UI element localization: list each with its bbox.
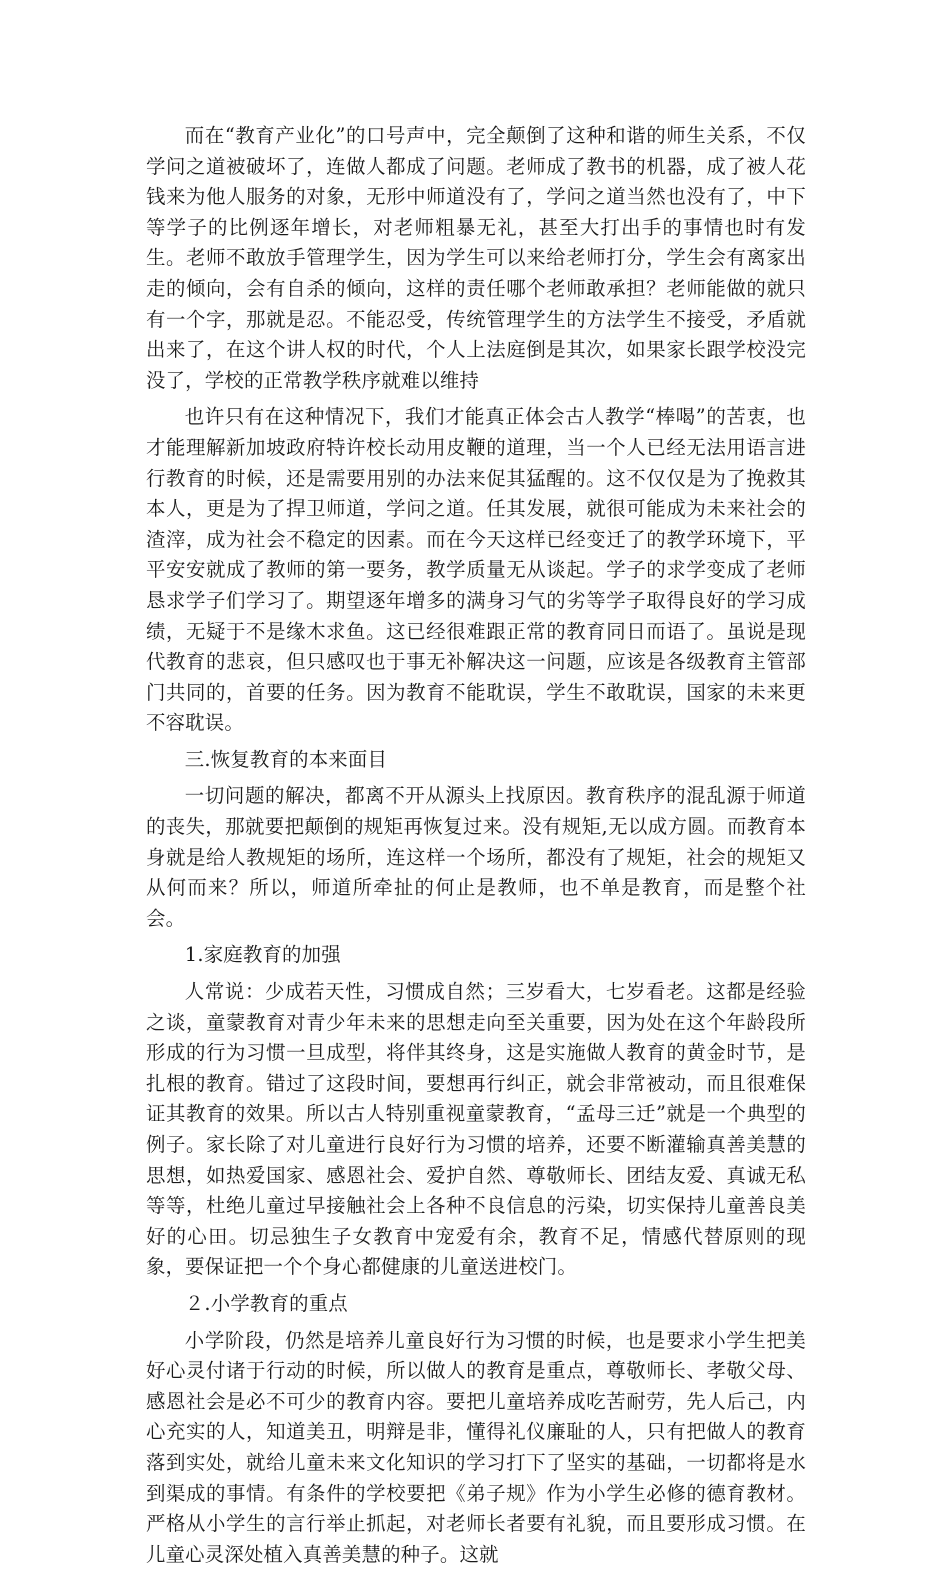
subsection-heading-2: ２.小学教育的重点 xyxy=(184,1291,348,1315)
paragraph-2: 也许只有在这种情况下，我们才能真正体会古人教学“棒喝”的苦衷，也才能理解新加坡政府特许校长动用皮鞭的道理，当一个人已经无法用语言进行教育的时候，还是需要用别的办法来促其猛醒的。这不仅仅是为了挽救其本人，更是为了捍卫师道，学问之道。任其发展，就很可能成为未来社会的渣滓，成为社会不稳定的因素。而在今天这样已经变迁了的教学环境下，平平安安就成了教师的第一要务，教学质量无从谈起。学子的求学变成了老师恳求学子们学习了。期望逐年增多的满身习气的劣等学子取得良好的学习成绩，无疑于不是缘木求鱼。这已经很难跟正常的教育同日而语了。虽说是现代教育的悲哀，但只感叹也于事无补解决这一问题，应该是各级教育主管部门共同的，首要的任务。因为教育不能耽误，学生不敢耽误，国家的未来更不容耽误。 xyxy=(146,405,806,735)
paragraph-1: 而在“教育产业化”的口号声中，完全颠倒了这种和谐的师生关系，不仅学问之道被破坏了，连做人都成了问题。老师成了教书的机器，成了被人花钱来为他人服务的对象，无形中师道没有了，学问之道当然也没有了，中下等学子的比例逐年增长，对老师粗暴无礼，甚至大打出手的事情也时有发生。老师不敢放手管理学生，因为学生可以来给老师打分，学生会有离家出走的倾向，会有自杀的倾向，这样的责任哪个老师敢承担？老师能做的就只有一个字，那就是忍。不能忍受，传统管理学生的方法学生不接受，矛盾就出来了，在这个讲人权的时代，个人上法庭倒是其次，如果家长跟学校没完没了，学校的正常教学秩序就难以维持 xyxy=(146,124,806,392)
paragraph-4: 人常说：少成若天性，习惯成自然；三岁看大，七岁看老。这都是经验之谈，童蒙教育对青少年未来的思想走向至关重要，因为处在这个年龄段所形成的行为习惯一旦成型，将伴其终身，这是实施做人教育的黄金时节，是扎根的教育。错过了这段时间，要想再行纠正，就会非常被动，而且很难保证其教育的效果。所以古人特别重视童蒙教育，“孟母三迁”就是一个典型的例子。家长除了对儿童进行良好行为习惯的培养，还要不断灌输真善美慧的思想，如热爱国家、感恩社会、爱护自然、尊敬师长、团结友爱、真诚无私等等，杜绝儿童过早接触社会上各种不良信息的污染，切实保持儿童善良美好的心田。切忌独生子女教育中宠爱有余，教育不足，情感代替原则的现象，要保证把一个个身心都健康的儿童送进校门。 xyxy=(146,980,806,1279)
paragraph-3: 一切问题的解决，都离不开从源头上找原因。教育秩序的混乱源于师道的丧失，那就要把颠倒的规矩再恢复过来。没有规矩,无以成方圆。而教育本身就是给人教规矩的场所，连这样一个场所，都没有了规矩，社会的规矩又从何而来？所以，师道所牵扯的何止是教师，也不单是教育，而是整个社会。 xyxy=(146,784,806,930)
paragraph-5: 小学阶段，仍然是培养儿童良好行为习惯的时候，也是要求小学生把美好心灵付诸于行动的时候，所以做人的教育是重点，尊敬师长、孝敬父母、感恩社会是必不可少的教育内容。要把儿童培养成吃苦耐劳，先人后己，内心充实的人，知道美丑，明辩是非，懂得礼仪廉耻的人，只有把做人的教育落到实处，就给儿童未来文化知识的学习打下了坚实的基础，一切都将是水到渠成的事情。有条件的学校要把《弟子规》作为小学生必修的德育教材。严格从小学生的言行举止抓起，对老师长者要有礼貌，而且要形成习惯。在儿童心灵深处植入真善美慧的种子。这就 xyxy=(146,1328,806,1566)
subsection-heading-1: 1.家庭教育的加强 xyxy=(184,943,341,967)
section-heading-3: 三.恢复教育的本来面目 xyxy=(184,747,388,771)
document-body xyxy=(146,121,806,1570)
